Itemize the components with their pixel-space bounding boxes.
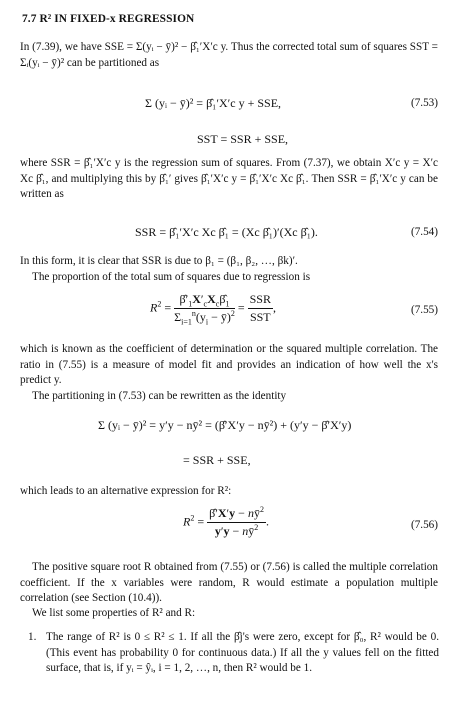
paragraph-proportion: The proportion of the total sum of squares due to regression is — [32, 271, 311, 283]
list-item-text: The range of R² is 0 ≤ R² ≤ 1. If all the β̂j's were zero, except for β̂₀, R² would be 0. (This event has probability 0 for continuous data.) If all the y values fell on the fitted surface, that is, if yᵢ = ŷᵢ, i = 1, 2, …, n, then R² would be 1. — [46, 631, 439, 675]
equation-7-53-line1: Σ (yᵢ − ȳ)² = β̂₁′X′c y + SSE, — [145, 96, 282, 110]
paragraph-ssr-definition: where SSR = β̂₁′X′c y is the regression sum of squares. From (7.37), we obtain X′c y = X′c Xc β̂₁, and multiplying this by β̂₁′ gives β̂₁′X′c y = β̂₁′X′c Xc β̂₁. Then SSR = β̂₁′X′c y can be written as — [20, 157, 438, 201]
equation-7-56-number: (7.56) — [410, 519, 438, 531]
paragraph-alternative-expression: which leads to an alternative expression for R²: — [20, 485, 232, 497]
list-item-number: 1. — [28, 631, 37, 643]
paragraph-multiple-correlation: The positive square root R obtained from (7.55) or (7.56) is called the multiple correlation coefficient. If the x variables were random, R would estimate a population multiple correlation (see Section (10.4)). — [20, 561, 438, 605]
equation-identity-line1: Σ (yᵢ − ȳ)² = y′y − nȳ² = (β̂′X′y − nȳ²) + (y′y − β̂′X′y) — [98, 418, 352, 432]
paragraph-sse-partition: In (7.39), we have SSE = Σ(yᵢ − ȳ)² − β̂₁′X′c y. Thus the corrected total sum of squares SST = Σᵢ(yᵢ − ȳ)² can be partitioned as — [20, 41, 438, 69]
equation-7-55-number: (7.55) — [410, 304, 438, 316]
equation-7-54: SSR = β̂₁′X′c Xc β̂₁ = (Xc β̂₁)′(Xc β̂₁). — [135, 225, 318, 239]
equation-7-53-line2: SST = SSR + SSE, — [197, 132, 289, 146]
section-heading: 7.7 R² IN FIXED-x REGRESSION — [22, 13, 195, 25]
equation-identity-line2: = SSR + SSE, — [183, 453, 251, 467]
paragraph-coefficient-of-determination: which is known as the coefficient of determination or the squared multiple correlation. The ratio in (7.55) is a measure of model fit and provides an indication of how well the x's predict y. — [20, 343, 438, 387]
equation-7-56: $R^2$ = $\frac{\betâ'X'y - nȳ^2}{y'y - nȳ^2}$ . — [183, 505, 269, 538]
list-item — [28, 630, 439, 677]
paragraph-ssr-due-to-beta: In this form, it is clear that SSR is due to β₁ = (β₁, β₂, …, βk)′. — [20, 255, 298, 267]
equation-7-55: $R^2$ = $\frac{\betâ'_1X'_cX_c\betâ_1}{\Sigma_{i=1}^n(y_i - ȳ)^2}$ = $\frac{\text{SSR}}{\text{SST}}$ , — [150, 292, 276, 327]
paragraph-partitioning-identity: The partitioning in (7.53) can be rewritten as the identity — [32, 390, 287, 402]
equation-7-53-number: (7.53) — [410, 97, 438, 109]
equation-7-54-number: (7.54) — [410, 226, 438, 238]
paragraph-properties-intro: We list some properties of R² and R: — [32, 607, 196, 619]
